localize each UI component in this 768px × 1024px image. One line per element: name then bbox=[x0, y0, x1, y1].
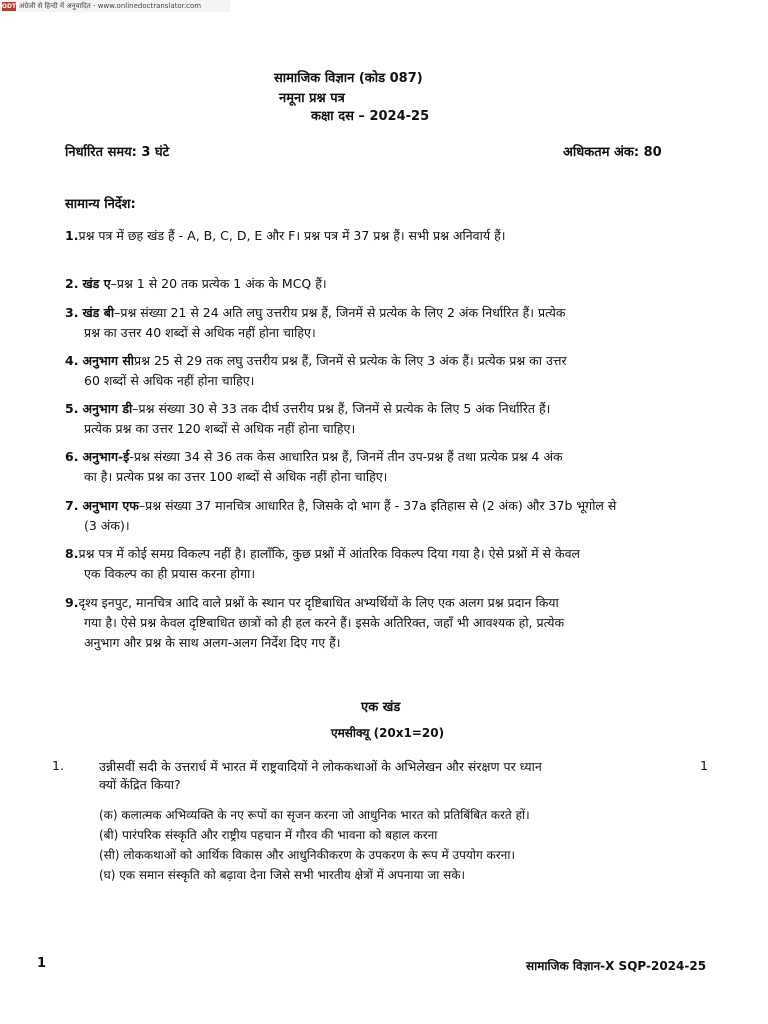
document-subtitle: नमूना प्रश्न पत्र bbox=[279, 91, 345, 106]
question-text-line-2: क्यों केंद्रित किया? bbox=[99, 777, 181, 792]
instructions-heading: सामान्य निर्देश: bbox=[65, 197, 136, 212]
option-d: (घ) एक समान संस्कृति को बढ़ावा देना जिसे सभी भारतीय क्षेत्रों में अपनाया जा सके। bbox=[99, 868, 466, 882]
instruction-item-5: 5. अनुभाग डी–प्रश्न संख्या 30 से 33 तक दीर्घ उत्तरीय प्रश्न हैं, जिनमें से प्रत्येक के लिए 5 अंक निर्धारित हैं। प्रत्येक प्रश्न का उत्तर 120 शब्दों से अधिक नहीं होना चाहिए। bbox=[65, 401, 551, 436]
question-text-line-1: उन्नीसवीं सदी के उत्तरार्ध में भारत में राष्ट्रवादियों ने लोककथाओं के अभिलेखन और संरक्षण पर ध्यान bbox=[99, 759, 542, 774]
option-c: (सी) लोककथाओं को आर्थिक विकास और आधुनिकीकरण के उपकरण के रूप में उपयोग करना। bbox=[99, 848, 516, 862]
instruction-item-2: 2. खंड ए–प्रश्न 1 से 20 तक प्रत्येक 1 अंक के MCQ हैं। bbox=[65, 276, 327, 291]
instruction-item-6: 6. अनुभाग-ई-प्रश्न संख्या 34 से 36 तक केस आधारित प्रश्न हैं, जिनमें तीन उप-प्रश्न हैं तथा प्रत्येक प्रश्न 4 अंक का है। प्रत्येक प्रश्न का उत्तर 100 शब्दों से अधिक नहीं होना चाहिए। bbox=[65, 449, 563, 484]
document-title: सामाजिक विज्ञान (कोड 087) bbox=[274, 71, 423, 86]
translator-banner bbox=[0, 0, 230, 12]
instruction-item-9: 9.दृश्य इनपुट, मानचित्र आदि वाले प्रश्नों के स्थान पर दृष्टिबाधित अभ्यर्थियों के लिए एक अलग प्रश्न प्रदान किया गया है। ऐसे प्रश्न केवल दृष्टिबाधित छात्रों को ही हल करने हैं। इसके अतिरिक्त, जहाँ भी आवश्यक हो, प्रत्येक अनुभाग और प्रश्न के साथ अलग-अलग निर्देश दिए गए हैं। bbox=[65, 595, 565, 650]
time-allowed: निर्धारित समय: 3 घंटे bbox=[65, 145, 170, 160]
section-subtitle: एमसीक्यू (20x1=20) bbox=[331, 726, 445, 740]
instruction-item-3: 3. खंड बी–प्रश्न संख्या 21 से 24 अति लघु उत्तरीय प्रश्न हैं, जिनमें से प्रत्येक के लिए 2 अंक निर्धारित हैं। प्रत्येक प्रश्न का उत्तर 40 शब्दों से अधिक नहीं होना चाहिए। bbox=[65, 305, 566, 340]
question-number: 1. bbox=[52, 758, 64, 773]
max-marks: अधिकतम अंक: 80 bbox=[563, 145, 662, 160]
translator-logo-icon: ODT bbox=[1, 2, 17, 10]
translator-banner-text[interactable]: अंग्रेजी से हिन्दी में अनुवादित - www.onlinedoctranslator.com bbox=[19, 1, 202, 10]
instruction-item-8: 8.प्रश्न पत्र में कोई समग्र विकल्प नहीं है। हालाँकि, कुछ प्रश्नों में आंतरिक विकल्प दिया गया है। ऐसे प्रश्नों में से केवल एक विकल्प का ही प्रयास करना होगा। bbox=[65, 546, 580, 581]
question-marks: 1 bbox=[700, 758, 708, 773]
option-b: (बी) पारंपरिक संस्कृति और राष्ट्रीय पहचान में गौरव की भावना को बहाल करना bbox=[99, 828, 438, 842]
instruction-item-1: 1.प्रश्न पत्र में छह खंड हैं - A, B, C, D, E और F। प्रश्न पत्र में 37 प्रश्न हैं। सभी प्रश्न अनिवार्य हैं। bbox=[65, 228, 506, 243]
footer-label: सामाजिक विज्ञान-X SQP-2024-25 bbox=[526, 959, 707, 973]
instruction-item-7: 7. अनुभाग एफ–प्रश्न संख्या 37 मानचित्र आधारित है, जिसके दो भाग हैं - 37a इतिहास से (2 अंक) और 37b भूगोल से (3 अंक)। bbox=[65, 498, 617, 533]
option-a: (क) कलात्मक अभिव्यक्ति के नए रूपों का सृजन करना जो आधुनिक भारत को प्रतिबिंबित करते हों। bbox=[99, 808, 530, 822]
class-line: कक्षा दस – 2024-25 bbox=[311, 109, 430, 124]
section-title: एक खंड bbox=[361, 700, 401, 715]
instruction-item-4: 4. अनुभाग सीप्रश्न 25 से 29 तक लघु उत्तरीय प्रश्न हैं, जिनमें से प्रत्येक के लिए 3 अंक हैं। प्रत्येक प्रश्न का उत्तर 60 शब्दों से अधिक नहीं होना चाहिए। bbox=[65, 353, 567, 388]
page-number: 1 bbox=[37, 956, 47, 971]
